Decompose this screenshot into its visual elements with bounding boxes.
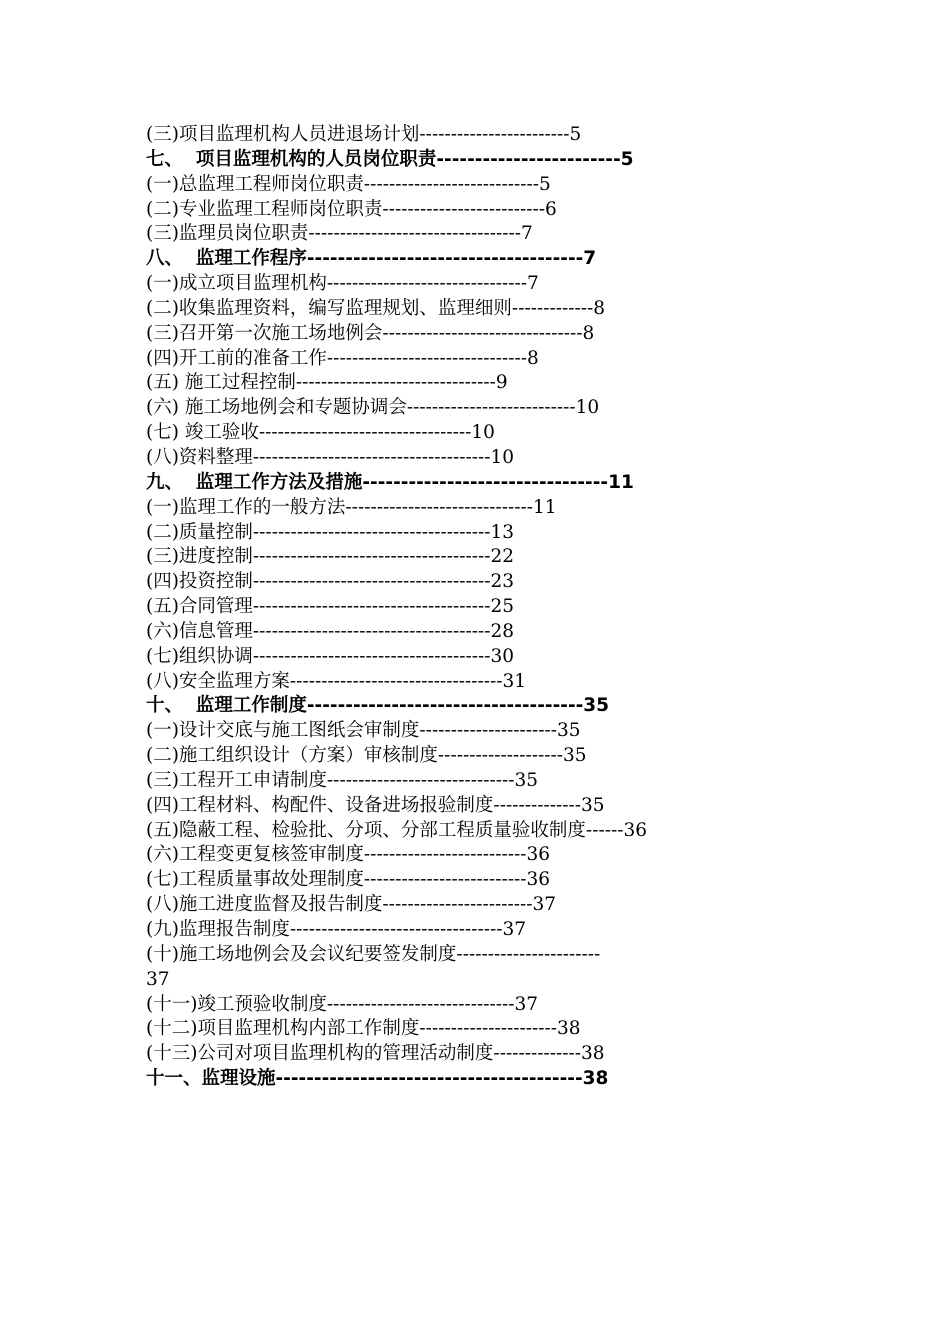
- toc-entry: (六)信息管理--------------------------------------28: [146, 620, 515, 642]
- toc-entry: (十二)项目监理机构内部工作制度----------------------38: [146, 1018, 581, 1040]
- toc-entry: (十)施工场地例会及会议纪要签发制度-----------------------: [146, 943, 601, 965]
- toc-entry: (七)组织协调--------------------------------------30: [146, 645, 515, 667]
- toc-entry: (四)开工前的准备工作--------------------------------8: [146, 347, 539, 369]
- toc-entry: (三)项目监理机构人员进退场计划------------------------5: [146, 124, 582, 145]
- toc-entry: (一)总监理工程师岗位职责----------------------------5: [146, 173, 551, 195]
- toc-entry: (七) 竣工验收----------------------------------10: [146, 422, 495, 444]
- toc-entry: (三)召开第一次施工场地例会--------------------------------8: [146, 322, 595, 344]
- toc-entry: (九)监理报告制度----------------------------------37: [146, 919, 527, 940]
- toc-entry: (一)设计交底与施工图纸会审制度----------------------35: [146, 720, 581, 742]
- toc-entry: (七)工程质量事故处理制度--------------------------36: [146, 869, 551, 891]
- toc-entry: (二)质量控制--------------------------------------13: [146, 521, 515, 543]
- toc-entry: (四)投资控制--------------------------------------23: [146, 571, 515, 593]
- toc-entry: (五)合同管理--------------------------------------25: [146, 596, 515, 618]
- toc-chapter-heading: 十、 监理工作制度------------------------------------35: [146, 695, 610, 717]
- toc-entry: (六)工程变更复核签审制度--------------------------36: [146, 844, 551, 866]
- toc-chapter-heading: 十一、监理设施----------------------------------------38: [146, 1068, 609, 1090]
- toc-entry: (三)监理员岗位职责----------------------------------7: [146, 223, 533, 245]
- toc-entry: (三)工程开工申请制度------------------------------35: [146, 769, 539, 791]
- toc-entry: (八)施工进度监督及报告制度------------------------37: [146, 894, 557, 916]
- toc-chapter-heading: 七、 项目监理机构的人员岗位职责------------------------5: [146, 148, 634, 170]
- toc-entry: (二)收集监理资料，编写监理规划、监理细则-------------8: [146, 297, 605, 319]
- toc-entry: (五)隐蔽工程、检验批、分项、分部工程质量验收制度------36: [146, 819, 647, 841]
- toc-entry: (二)施工组织设计（方案）审核制度--------------------35: [146, 745, 587, 767]
- toc-entry: (一)监理工作的一般方法------------------------------11: [146, 496, 557, 518]
- toc-chapter-heading: 九、 监理工作方法及措施--------------------------------11: [146, 471, 634, 493]
- toc-entry: (十一)竣工预验收制度------------------------------37: [146, 993, 539, 1015]
- toc-entry: (十三)公司对项目监理机构的管理活动制度--------------38: [146, 1043, 605, 1065]
- table-of-contents: [146, 123, 826, 1092]
- toc-entry: (二)专业监理工程师岗位职责--------------------------6: [146, 198, 557, 220]
- toc-entry: (八)资料整理--------------------------------------10: [146, 446, 515, 468]
- toc-entry: (一)成立项目监理机构--------------------------------7: [146, 273, 539, 295]
- toc-chapter-heading: 八、 监理工作程序------------------------------------7: [146, 248, 597, 270]
- toc-entry: (五) 施工过程控制--------------------------------9: [146, 372, 508, 394]
- toc-entry: (三)进度控制--------------------------------------22: [146, 546, 515, 568]
- toc-entry: (六) 施工场地例会和专题协调会---------------------------10: [146, 397, 600, 419]
- toc-entry: 37: [146, 968, 170, 990]
- toc-entry: (四)工程材料、构配件、设备进场报验制度--------------35: [146, 794, 605, 816]
- toc-entry: (八)安全监理方案----------------------------------31: [146, 670, 527, 692]
